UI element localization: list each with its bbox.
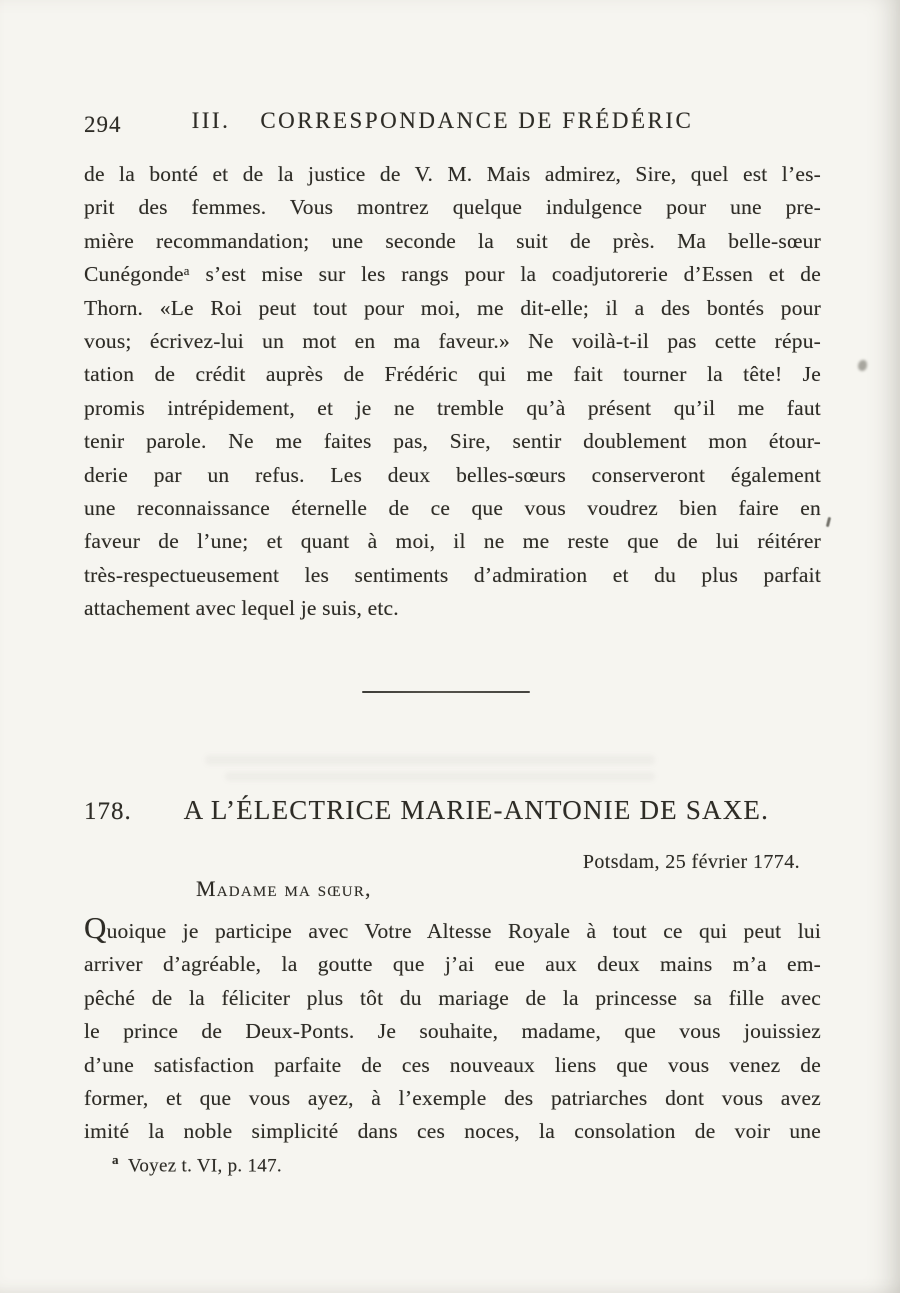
text-line: arriver d’agréable, la goutte que j’ai eue aux deux mains m’a em- [84,952,821,977]
section-divider-rule [362,691,530,693]
text-line: former, et que vous ayez, à l’exemple des patriarches dont vous avez [84,1085,821,1110]
footnote-marker: a [112,1152,119,1167]
running-head [74,108,811,134]
text-line: pêché de la féliciter plus tôt du mariage de la princesse sa fille avec [84,985,821,1010]
dateline: Potsdam, 25 février 1774. [582,851,800,873]
letter-number: 178. [84,798,132,825]
letter-title: A L’ÉLECTRICE MARIE-ANTONIE DE SAXE. [183,795,770,825]
page-number: 294 [84,112,122,137]
text-line: mière recommandation; une seconde la suit de près. Ma belle-sœur [84,228,821,253]
previous-letter-paragraph [84,158,821,625]
footnote-text: Voyez t. VI, p. 147. [127,1155,282,1177]
text-line: promis intrépidement, et je ne tremble qu’à présent qu’il me faut [84,395,821,420]
footnote [112,1152,282,1177]
text-line: Cunégondeᵃ s’est mise sur les rangs pour la coadjutorerie d’Essen et de [84,262,821,287]
text-line: prit des femmes. Vous montrez quelque indulgence pour une pre- [84,195,821,220]
text-line: le prince de Deux-Ponts. Je souhaite, madame, que vous jouissiez [84,1019,821,1044]
text-line: faveur de l’une; et quant à moi, il ne me reste que de lui réitérer [84,529,821,554]
text-line: tenir parole. Ne me faites pas, Sire, sentir doublement mon étour- [84,429,821,454]
scan-artifact [858,360,867,371]
text-line: attachement avec lequel je suis, etc. [84,596,399,621]
running-head-section-numeral: III. [191,108,231,133]
letter-heading [84,795,821,826]
show-through-artifact [225,772,655,781]
text-line: tation de crédit auprès de Frédéric qui me fait tourner la tête! Je [84,362,821,387]
text-line: d’une satisfaction parfaite de ces nouveaux liens que vous venez de [84,1052,821,1077]
text-line: Thorn. «Le Roi peut tout pour moi, me dit-elle; il a des bontés pour [84,295,821,320]
running-head-title: CORRESPONDANCE DE FRÉDÉRIC [260,108,694,133]
letter-body-paragraph [84,910,821,1149]
text-line: vous; écrivez-lui un mot en ma faveur.» Ne voilà-t-il pas cette répu- [84,328,821,353]
text-line: de la bonté et de la justice de V. M. Mais admirez, Sire, quel est l’es- [84,162,821,186]
text-line: imité la noble simplicité dans ces noces, la consolation de voir une [84,1119,821,1144]
text-line: très-respectueusement les sentiments d’admiration et du plus parfait [84,562,821,587]
text-line: une reconnaissance éternelle de ce que vous voudrez bien faire en [84,495,821,520]
text-line: Quoique je participe avec Votre Altesse Royale à tout ce qui peut lui [84,910,821,945]
show-through-artifact [205,755,655,765]
text-line: derie par un refus. Les deux belles-sœurs conserveront également [84,462,821,487]
scan-artifact [826,517,831,527]
salutation: Madame ma sœur, [196,876,372,901]
